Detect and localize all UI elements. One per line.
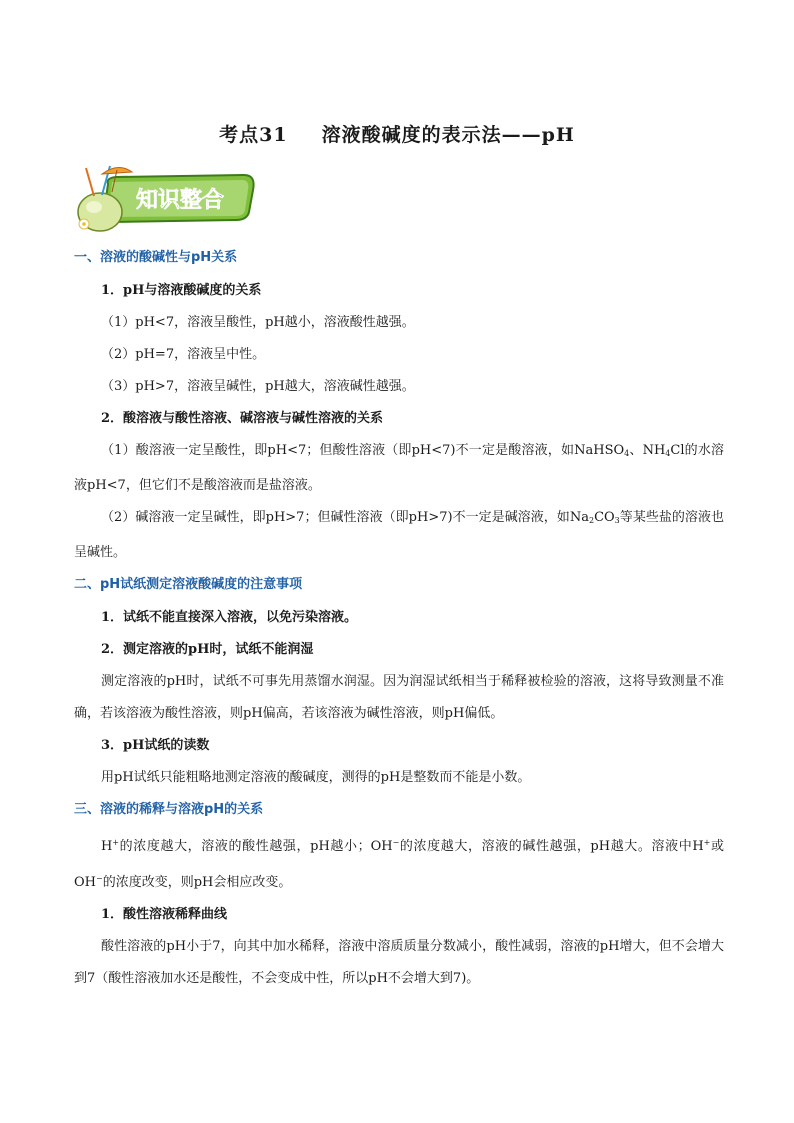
coconut-drink-icon (72, 162, 256, 236)
text-run: Cl的水溶液pH<7，但它们不是酸溶液而是盐溶液。 (74, 443, 724, 493)
text-run: 的浓度改变，则pH会相应改变。 (102, 875, 292, 890)
section-3-subheading-1: 1．酸性溶液稀释曲线 (101, 907, 228, 922)
title-topic-name: 溶液酸碱度的表示法——pH (321, 124, 575, 146)
section-2-paragraph-1: 测定溶液的pH时，试纸不可事先用蒸馏水润湿。因为润湿试纸相当于稀释被检验的溶液，这将导致测量不准确，若该溶液为酸性溶液，则pH偏高，若该溶液为碱性溶液，则pH偏低。 (74, 674, 724, 721)
section-2-subheading-3: 3．pH试纸的读数 (101, 738, 210, 753)
page-title (0, 120, 794, 147)
subscript: 4 (624, 449, 630, 458)
text-run: 或OH (74, 839, 724, 890)
superscript: + (112, 838, 120, 847)
text-run: CO (594, 510, 615, 525)
section-1-heading: 一、溶液的酸碱性与pH关系 (74, 250, 238, 265)
main-content (74, 246, 724, 995)
section-1-item-1: （1）pH<7，溶液呈酸性，pH越小，溶液酸性越强。 (101, 315, 415, 330)
title-topic-number: 考点31 (219, 124, 288, 146)
superscript: − (392, 838, 400, 847)
subscript: 4 (665, 449, 671, 458)
text-run: 的浓度越大，溶液的酸性越强，pH越小；OH (119, 839, 393, 854)
section-1-paragraph-2 (74, 502, 724, 569)
section-2-heading: 二、pH试纸测定溶液酸碱度的注意事项 (74, 577, 303, 592)
section-3-paragraph-1 (74, 827, 724, 899)
knowledge-banner (72, 162, 256, 236)
section-2-paragraph-2: 用pH试纸只能粗略地测定溶液的酸碱度，测得的pH是整数而不能是小数。 (101, 770, 531, 785)
text-run: H (101, 839, 113, 854)
text-run: 等某些盐的溶液也呈碱性。 (74, 510, 724, 560)
section-3-heading: 三、溶液的稀释与溶液pH的关系 (74, 802, 264, 817)
text-run: 的浓度越大，溶液的碱性越强，pH越大。溶液中H (399, 839, 704, 854)
banner-label: 知识整合 (135, 188, 225, 213)
section-1-subheading-2: 2．酸溶液与酸性溶液、碱溶液与碱性溶液的关系 (101, 411, 384, 426)
section-1-subheading-1: 1．pH与溶液酸碱度的关系 (101, 283, 262, 298)
section-1-item-2: （2）pH=7，溶液呈中性。 (101, 347, 266, 362)
section-3-paragraph-2: 酸性溶液的pH小于7，向其中加水稀释，溶液中溶质质量分数减小，酸性减弱，溶液的pH增大，但不会增大到7（酸性溶液加水还是酸性，不会变成中性，所以pH不会增大到7)。 (74, 939, 724, 986)
text-run: （1）酸溶液一定呈酸性，即pH<7；但酸性溶液（即pH<7)不一定是酸溶液，如NaHSO (101, 443, 625, 458)
section-1-item-3: （3）pH>7，溶液呈碱性，pH越大，溶液碱性越强。 (101, 379, 415, 394)
subscript: 3 (614, 516, 620, 525)
section-1-paragraph-1 (74, 435, 724, 502)
text-run: 、NH (629, 443, 666, 458)
section-2-subheading-2: 2．测定溶液的pH时，试纸不能润湿 (101, 642, 314, 657)
superscript: − (96, 874, 103, 883)
section-2-subheading-1: 1．试纸不能直接深入溶液，以免污染溶液。 (101, 610, 358, 625)
text-run: （2）碱溶液一定呈碱性，即pH>7；但碱性溶液（即pH>7)不一定是碱溶液，如Na (101, 510, 589, 525)
subscript: 2 (588, 516, 595, 525)
superscript: + (703, 838, 711, 847)
